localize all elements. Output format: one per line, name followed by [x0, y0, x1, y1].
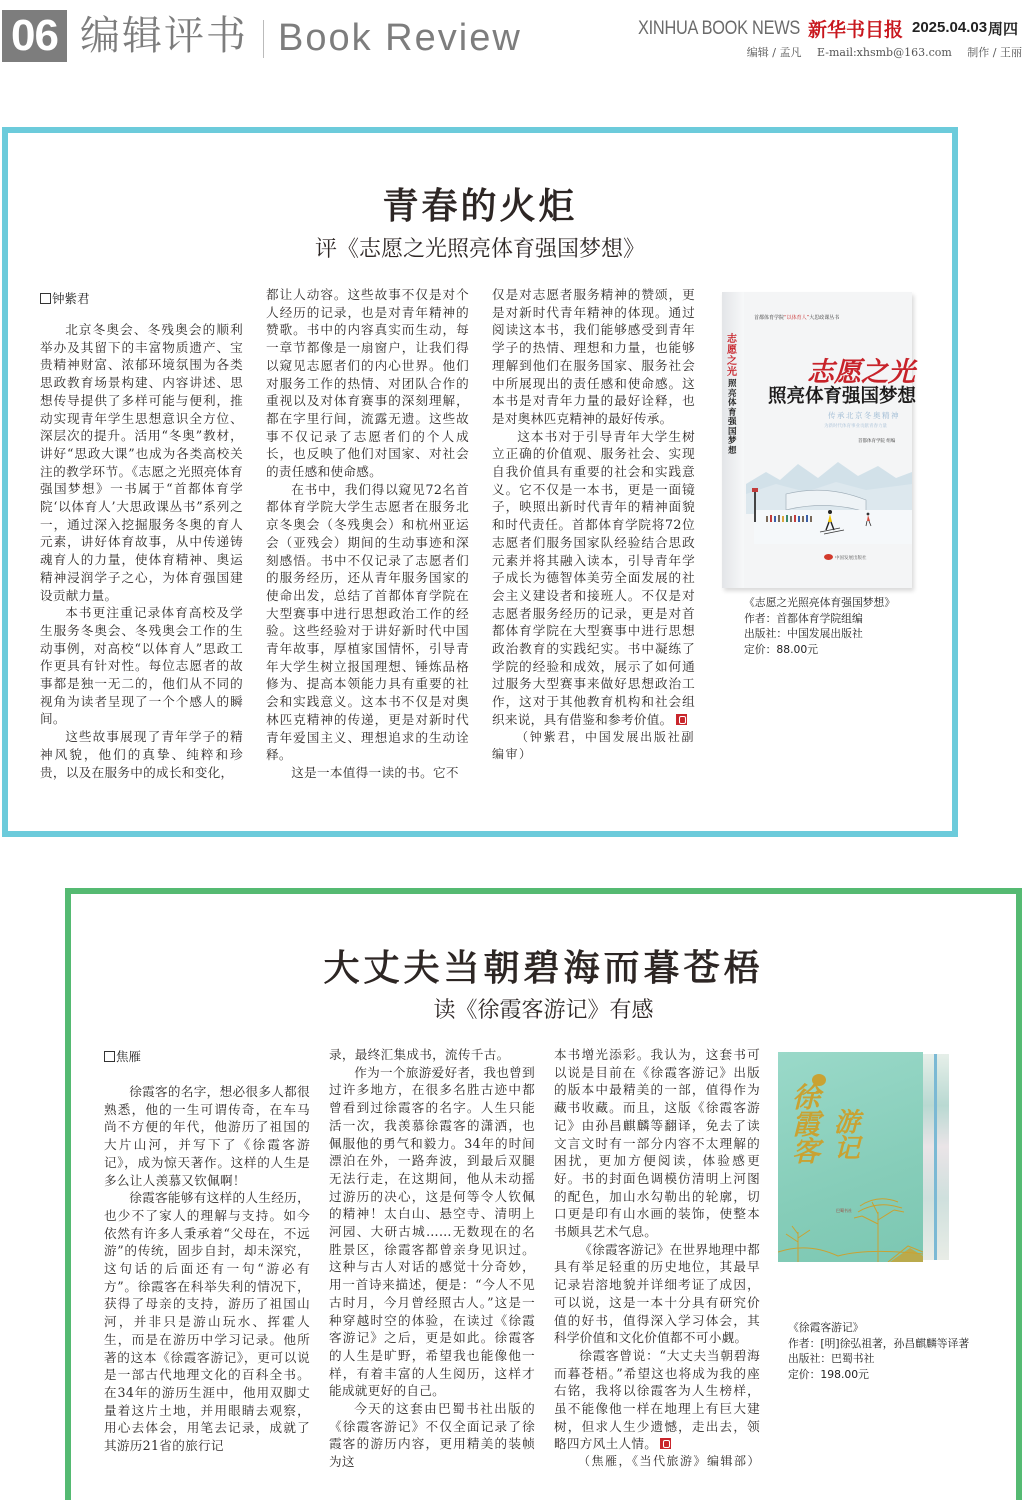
cover-title-calligraphy-a: 徐霞客	[792, 1081, 821, 1168]
article2-headline: 大丈夫当朝碧海而暮苍梧	[323, 947, 764, 989]
cover-slogan-sub: 为新时代体育事业贡献青春力量	[824, 424, 887, 429]
newspaper-name-cn: 新华书目报	[808, 19, 904, 41]
book1-publisher: 出版社：中国发展出版社	[744, 627, 863, 640]
email-link[interactable]: E-mail:xhsmb@163.com	[817, 46, 952, 59]
paragraph: 徐霞客的名字，想必很多人都很熟悉，他的一生可谓传奇，在车马尚不方便的年代，他游历了祖国的大片山河，并写下了《徐霞客游记》，成为惊天著作。这样的人生是多么让人羡慕又钦佩啊！	[104, 1084, 310, 1188]
paragraph	[554, 1347, 760, 1453]
byline-box-icon	[104, 1051, 115, 1062]
book2-author: 作者：[明]徐弘祖著，孙昌麒麟等译著	[788, 1336, 970, 1350]
book2-caption	[788, 1320, 969, 1382]
paragraph: 北京冬奥会、冬残奥会的顺利举办及其留下的丰富物质遗产、宝贵精神财富、浓郁环境氛围为各类思政教育场景构建、内容讲述、思想传导提供了多样可能与便利，推动实现青年学生思想意识全方位、深层次的提升。活用“冬奥”教材，讲好“思政大课”也成为各类高校关注的教学环节。《志愿之光照亮体育强国梦想》一书属于“首都体育学院‘以体育人’大思政课丛书”系列之一，通过深入挖掘服务冬奥的育人元素，讲好体育故事，从中传递铸魂育人的力量，使体育精神、奥运精神浸润学子之心，为体育强国建设贡献力量。	[40, 322, 243, 603]
article1-headline: 青春的火炬	[382, 185, 578, 227]
author-name: 焦雁	[116, 1049, 142, 1064]
book2-title: 《徐霞客游记》	[788, 1321, 864, 1334]
paragraph: 仅是对志愿者服务精神的赞颂，更是对新时代青年精神的体现。通过阅读这本书，我们能够感受到青年学子的热情、理想和力量，也能够理解到他们在服务国家、服务社会中所展现出的责任感和使命感。这本书是对青年力量的最好诠释，也是对奥林匹克精神的最好传承。	[492, 287, 695, 426]
paragraph	[492, 428, 695, 729]
cover-publisher: 巴蜀书社	[836, 1208, 852, 1213]
producer-credit: 制作 / 王丽	[967, 46, 1022, 59]
section-divider	[263, 20, 264, 58]
cover-publisher-logo: 中国发展出版社	[824, 554, 867, 561]
ski-scene-illustration	[746, 454, 912, 544]
paragraph: 本书更注重记录体育高校及学生服务冬奥会、冬残奥会工作的生动事例，对高校“以体育人”思政工作更具有针对性。每位志愿者的故事都是独一无二的，他们从不同的视角为读者呈现了一个个感人的瞬间。	[40, 605, 243, 727]
masthead	[0, 0, 1024, 70]
cover-slogan: 传承北京冬奥精神	[828, 411, 900, 420]
paragraph: 都让人动容。这些故事不仅是对个人经历的记录，也是对青年精神的赞歌。书中的内容真实而生动，每一章节都像是一扇窗户，让我们得以窥见志愿者们的内心世界。他们对服务工作的热情、对团队合作的重视以及对体育赛事的深刻理解，都在字里行间，流露无遗。这些故事不仅记录了志愿者们的个人成长，也反映了他们对国家、对社会的责任感和使命感。	[266, 287, 469, 480]
issue-weekday: 周四	[988, 20, 1019, 38]
book-cover-zhiyuan	[722, 292, 917, 588]
article1-column-3	[492, 286, 695, 764]
book2-publisher: 出版社：巴蜀书社	[788, 1352, 875, 1365]
paragraph-text: 这本书对于引导青年大学生树立正确的价值观、服务社会、实现自我价值具有重要的社会和实践意义。它不仅是一本书，更是一面镜子，映照出新时代青年的精神面貌和时代责任。首都体育学院将72位志愿者们服务国家队经验结合思政元素并将其融入读本，引导青年学子成长为德智体美劳全面发展的社会主义建设者和接班人。不仅是对志愿者服务经历的记录，更是对首都体育学院在大型赛事中进行思想政治教育的实践纪实。书中凝练了学院的经验和成效，展示了如何通过服务大型赛事来做好思想政治工作，这对于其他教育机构和社会组织来说，具有借鉴和参考价值。	[492, 428, 695, 727]
article1-subheadline: 评《志愿之光照亮体育强国梦想》	[314, 237, 645, 262]
byline-box-icon	[40, 293, 51, 304]
book1-title: 《志愿之光照亮体育强国梦想》	[744, 596, 896, 609]
article1-column-1	[40, 321, 243, 781]
cover-title-calligraphy-b: 游记	[834, 1108, 861, 1164]
paragraph: 这是一本值得一读的书。它不	[291, 764, 459, 780]
paragraph: 本书增光添彩。我认为，这套书可以说是目前在《徐霞客游记》出版的版本中最精美的一部，值得作为藏书收藏。而且，这版《徐霞客游记》由孙昌麒麟等翻译，免去了读文言文时有一部分内容不太理解的困扰，更加方便阅读，体验感更好。书的封面色调模仿清明上河图的配色，加山水勾勒出的轮廓，切口更是印有山水画的装饰，使整本书颇具艺术气息。	[554, 1047, 760, 1240]
editor-credit: 编辑 / 孟凡	[746, 46, 802, 59]
cover-red-title: 志愿之光	[807, 357, 915, 388]
paragraph-text: 徐霞客曾说：“大丈夫当朝碧海而暮苍梧。”希望这也将成为我的座右铭，我将以徐霞客为人生榜样，虽不能像他一样在地理上有巨大建树，但求人生少遗憾，走出去，领略四方风土人情。	[554, 1347, 760, 1452]
end-mark-icon	[676, 714, 687, 725]
author-name: 钟紫君	[52, 291, 90, 306]
article2-column-3	[554, 1046, 760, 1471]
paragraph: 徐霞客能够有这样的人生经历，也少不了家人的理解与支持。如今依然有许多人秉承着“父母在，不远游”的传统，固步自封，却未深究，这句话的后面还有一句“游必有方”。徐霞客在科举失利的情况下，获得了母亲的支持，游历了祖国山河，并非只是游山玩水、挥霍人生，而是在游历中学习记录。他所著的这本《徐霞客游记》，更可以说是一部古代地理文化的百科全书。在34年的游历生涯中，他用双脚丈量着这片土地，并用眼睛去观察，用心去体会，用笔去记录，成就了其游历21省的旅行记	[104, 1190, 310, 1454]
section-title-en: Book Review	[278, 17, 522, 59]
section-title-cn: 编辑评书	[80, 13, 248, 59]
cover-editor: 首都体育学院 组编	[858, 439, 896, 444]
book2-price: 定价：198.00元	[788, 1367, 869, 1381]
article2-column-1	[104, 1083, 310, 1455]
paragraph: 录，最终汇集成书，流传千古。	[329, 1047, 510, 1062]
article2-column-2	[329, 1046, 535, 1471]
spine-title: 志愿之光	[727, 334, 737, 378]
paragraph: 这些故事展现了青年学子的精神风貌，他们的真挚、纯粹和珍贵，以及在服务中的成长和变化，	[40, 729, 243, 780]
book1-author: 作者：首都体育学院组编	[744, 611, 863, 625]
cover-main-title: 照亮体育强国梦想	[768, 386, 917, 407]
book1-price: 定价：88.00元	[744, 642, 819, 656]
paragraph: 今天的这套由巴蜀书社出版的《徐霞客游记》不仅全面记录了徐霞客的游历内容，更用精美的装帧为这	[329, 1401, 535, 1470]
page-number: 06	[2, 10, 67, 62]
paragraph: 作为一个旅游爱好者，我也曾到过许多地方，在很多名胜古迹中都曾看到过徐霞客的名字。人生只能活一次，我羡慕徐霞客的潇洒，也佩服他的勇气和毅力。34年的时间漂泊在外，一路奔波，到最后双腿无法行走，在这期间，他从未动摇过游历的决心，这是何等令人钦佩的精神！太白山、悬空寺、清明上河园、大研古城……无数现在的名胜景区，徐霞客都曾亲身见识过。这种与古人对话的感觉十分奇妙，用一首诗来描述，便是：“今人不见古时月，今月曾经照古人。”这是一种穿越时空的体验，在读过《徐霞客游记》之后，更是如此。徐霞客的人生是旷野，希望我也能像他一样，有着丰富的人生阅历，这样才能成就更好的自己。	[329, 1064, 535, 1399]
book-cover-xuxiake	[778, 1052, 948, 1262]
cover-landscape-illustration	[778, 1172, 923, 1262]
article2-signature: （焦雁，《当代旅游》编辑部）	[578, 1454, 762, 1469]
cover-series: 首都体育学院“以体育人”大思政课丛书	[754, 315, 840, 321]
article1-byline	[40, 289, 90, 307]
page-credits	[735, 44, 1022, 60]
spine-subtitle: 照亮体育强国梦想	[728, 379, 737, 456]
book1-caption	[744, 595, 895, 657]
article2-subheadline: 读《徐霞客游记》有感	[433, 998, 654, 1023]
paragraph: 《徐霞客游记》在世界地理中都具有举足轻重的历史地位，其最早记录岩溶地貌并详细考证了成因，可以说，这是一本十分具有研究价值的好书，值得深入学习体会，其科学价值和文化价值都不可小觑。	[554, 1241, 760, 1346]
article2-byline	[104, 1047, 141, 1065]
article1-signature: （钟紫君，中国发展出版社副编审）	[492, 729, 695, 762]
issue-date: 2025.04.03	[912, 19, 988, 36]
end-mark-icon	[660, 1438, 671, 1449]
book-fore-edge	[923, 1054, 949, 1260]
paragraph: 在书中，我们得以窥见72名首都体育学院大学生志愿者在服务北京冬奥会（冬残奥会）和杭州亚运会（亚残会）期间的生动事迹和深刻感悟。书中不仅记录了志愿者们的服务经历，还从青年服务国家的使命出发，总结了首都体育学院在大型赛事中进行思想政治工作的经验。这些经验对于讲好新时代中国青年故事，厚植家国情怀，引导青年大学生树立报国理想、锤炼品格修为、提高本领能力具有重要的社会和实践意义。这本书不仅是对奥林匹克精神的传递，更是对新时代青年爱国主义、理想追求的生动诠释。	[266, 481, 469, 763]
article1-column-2	[266, 286, 469, 782]
newspaper-name-en: XINHUA BOOK NEWS	[638, 18, 801, 39]
